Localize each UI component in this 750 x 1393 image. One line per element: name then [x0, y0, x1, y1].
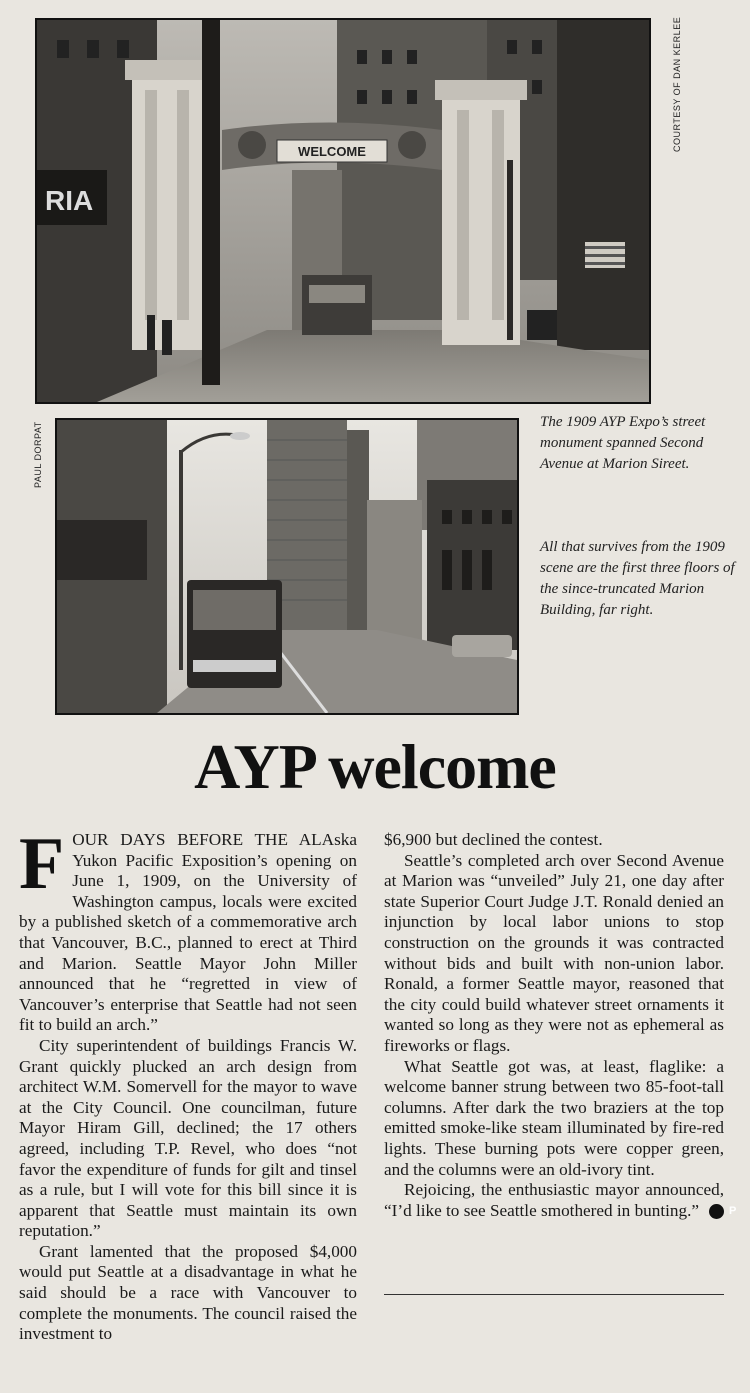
paragraph-4: $6,900 but declined the contest.: [384, 830, 603, 849]
modern-street-photo: [55, 418, 519, 715]
welcome-sign: WELCOME: [298, 144, 366, 159]
headline: AYP welcome: [194, 731, 556, 802]
paragraph-2: City superintendent of buildings Francis W. Grant quickly plucked an arch design from architect W.M. Somervell for the mayor to wave at the City Council. One councilman, future Mayor Hiram Gill, declined; the 17 others agreed, including T.P. Revel, who does “not favor the expenditure of funds for gilt and tinsel as a rule, but I will vote for this bill since it is apparent that Seattle must maintain its own reputation.”: [19, 1035, 357, 1241]
photo-credit-bottom: PAUL DORPAT: [33, 421, 43, 488]
end-rule: [384, 1294, 724, 1295]
article-column-2: [384, 830, 737, 1221]
ria-sign: RIA: [45, 185, 94, 216]
paragraph-7: Rejoicing, the enthusiastic mayor announced, “I’d like to see Seattle smothered in bunting.” P: [384, 1180, 737, 1220]
historic-arch-photo: [35, 18, 651, 404]
caption-marion-building: All that survives from the 1909 scene are the first three floors of the since-truncated Marion Building, far right.: [540, 539, 735, 618]
paragraph-6: What Seattle got was, at least, flaglike: a welcome banner strung between two 85-foot-tall columns. After dark the two braziers at the top emitted smoke-like steam illuminated by fire-red lights. These burning pots were copper green, and the columns were an old-ivory tint.: [384, 1056, 724, 1179]
drop-cap: F: [19, 823, 65, 905]
paragraph-5: Seattle’s completed arch over Second Avenue at Marion was “unveiled” July 21, one day after state Superior Court Judge J.T. Ronald denied an injunction by local labor unions to stop construction on the grounds it was contracted without bids and built with non-union labor. Ronald, a former Seattle mayor, reasoned that the city could build whatever street ornaments it wanted so long as they were not as ephemeral as fireworks or flags.: [384, 850, 724, 1055]
article-column-1: [19, 823, 357, 1345]
caption-arch: The 1909 AYP Expo’s street monument spanned Second Avenue at Marion Sireet.: [540, 414, 706, 472]
end-mark-icon: P: [709, 1204, 724, 1219]
paragraph-1: FOUR DAYS BEFORE THE ALAska Yukon Pacific Exposition’s opening on June 1, 1909, on the University of Washington campus, locals were excited by a published sketch of a commemorative arch that Vancouver, B.C., planned to erect at Third and Marion. Seattle Mayor John Miller announced that he “regretted in view of Vancouver’s enterprise that Seattle had not seen fit to build an arch.”: [19, 823, 357, 1035]
photo-credit-top: COURTESY OF DAN KERLEE: [672, 16, 682, 152]
paragraph-3: Grant lamented that the proposed $4,000 would put Seattle at a disadvantage in what he said should be a race with Vancouver to complete the monuments. The council raised the investment to: [19, 1241, 357, 1344]
